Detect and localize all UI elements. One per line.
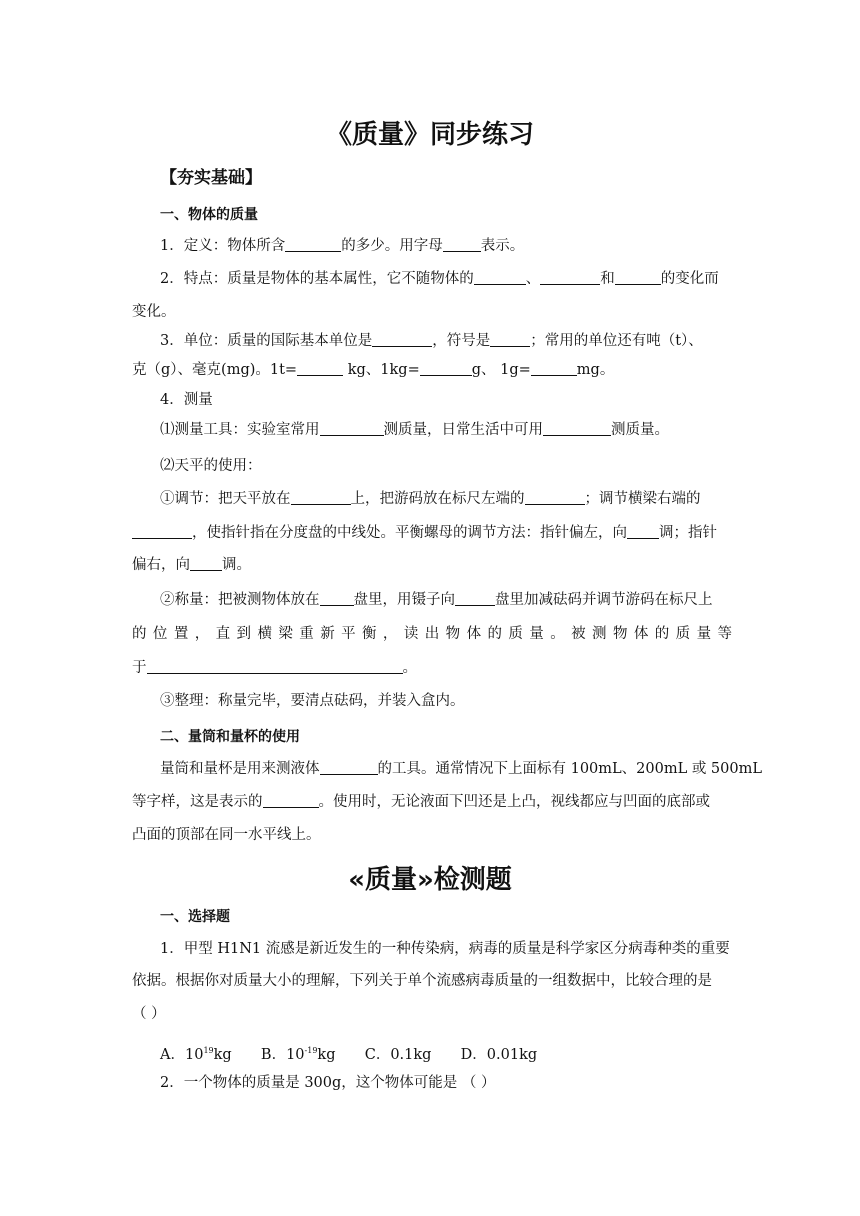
text-line: 3．单位：质量的国际基本单位是 ，符号是 ；常用的单位还有吨（t）、 — [160, 333, 703, 349]
fill-blank[interactable] — [525, 490, 585, 505]
text-line: 1．定义：物体所含 的多少。用字母 表示。 — [160, 238, 525, 254]
text-line: 等字样，这是表示的 。使用时，无论液面下凹还是上凸，视线都应与凹面的底部或 — [132, 794, 710, 810]
fill-blank[interactable] — [285, 237, 341, 252]
text-line: 依据。根据你对质量大小的理解，下列关于单个流感病毒质量的一组数据中，比较合理的是 — [132, 973, 712, 989]
text-line: 克（g）、毫克(mg)。1t= kg、1kg= g、 1g= mg。 — [132, 362, 615, 378]
text-line: 4．测量 — [160, 392, 213, 408]
fill-blank[interactable] — [190, 556, 222, 571]
text-line: 的位置，直到横梁重新平衡，读出物体的质量。被测物体的质量等 — [132, 626, 732, 642]
section-heading: 【夯实基础】 — [160, 168, 262, 188]
fill-blank[interactable] — [320, 421, 384, 436]
text-line: ①调节：把天平放在 上，把游码放在标尺左端的 ；调节横梁右端的 — [160, 491, 701, 507]
fill-blank[interactable] — [615, 270, 661, 285]
text-line: 偏右，向 调。 — [132, 557, 251, 573]
fill-blank[interactable] — [147, 659, 403, 674]
fill-blank[interactable] — [474, 270, 526, 285]
fill-blank[interactable] — [627, 524, 659, 539]
text-line: ③整理：称量完毕，要清点砝码，并装入盒内。 — [160, 693, 465, 709]
option-a[interactable]: A．$10^{19}kg$ — [160, 1046, 232, 1063]
fill-blank[interactable] — [291, 490, 351, 505]
fill-blank[interactable] — [490, 332, 530, 347]
fill-blank[interactable] — [531, 361, 577, 376]
fill-blank[interactable] — [420, 361, 472, 376]
text-line: 于 。 — [132, 660, 417, 676]
question-2: 2．一个物体的质量是 300g，这个物体可能是 （ ） — [160, 1075, 496, 1091]
text-line: ，使指针指在分度盘的中线处。平衡螺母的调节方法：指针偏左，向 调；指针 — [132, 523, 732, 543]
fill-blank[interactable] — [132, 524, 192, 539]
fill-blank[interactable] — [320, 760, 378, 775]
subsection-heading-cylinder: 二、量筒和量杯的使用 — [160, 729, 300, 745]
text-line: 变化。 — [132, 304, 176, 320]
option-c[interactable]: C．0.1kg — [364, 1046, 432, 1063]
page-title: 《质量》同步练习 — [325, 120, 534, 150]
text-line: 量筒和量杯是用来测液体 的工具。通常情况下上面标有 100mL、200mL 或 500mL — [160, 761, 762, 777]
question-1: 1．甲型 H1N1 流感是新近发生的一种传染病，病毒的质量是科学家区分病毒种类的重要 — [160, 941, 730, 957]
subsection-heading-mass: 一、物体的质量 — [160, 207, 258, 223]
fill-blank[interactable] — [263, 793, 319, 808]
fill-blank[interactable] — [372, 332, 432, 347]
fill-blank[interactable] — [455, 591, 495, 606]
fill-blank[interactable] — [320, 591, 354, 606]
fill-blank[interactable] — [543, 421, 611, 436]
text-line: ⑵天平的使用： — [160, 458, 262, 474]
test-title: «质量»检测题 — [348, 865, 512, 895]
subsection-heading-choice: 一、选择题 — [160, 909, 230, 925]
option-b[interactable]: B．$10^{-19}kg$ — [260, 1046, 336, 1063]
answer-bracket: （ ） — [132, 1006, 166, 1022]
option-d[interactable]: D．0.01kg — [460, 1046, 538, 1063]
fill-blank[interactable] — [540, 270, 600, 285]
text-line: 凸面的顶部在同一水平线上。 — [132, 827, 321, 843]
text-line: ⑴测量工具：实验室常用 测质量，日常生活中可用 测质量。 — [160, 422, 669, 438]
options-line — [160, 1041, 760, 1065]
text-line: 2．特点：质量是物体的基本属性，它不随物体的 、 和 的变化而 — [160, 271, 719, 287]
fill-blank[interactable] — [443, 237, 481, 252]
text-line: ②称量：把被测物体放在 盘里，用镊子向 盘里加减砝码并调节游码在标尺上 — [160, 592, 713, 608]
fill-blank[interactable] — [297, 361, 343, 376]
